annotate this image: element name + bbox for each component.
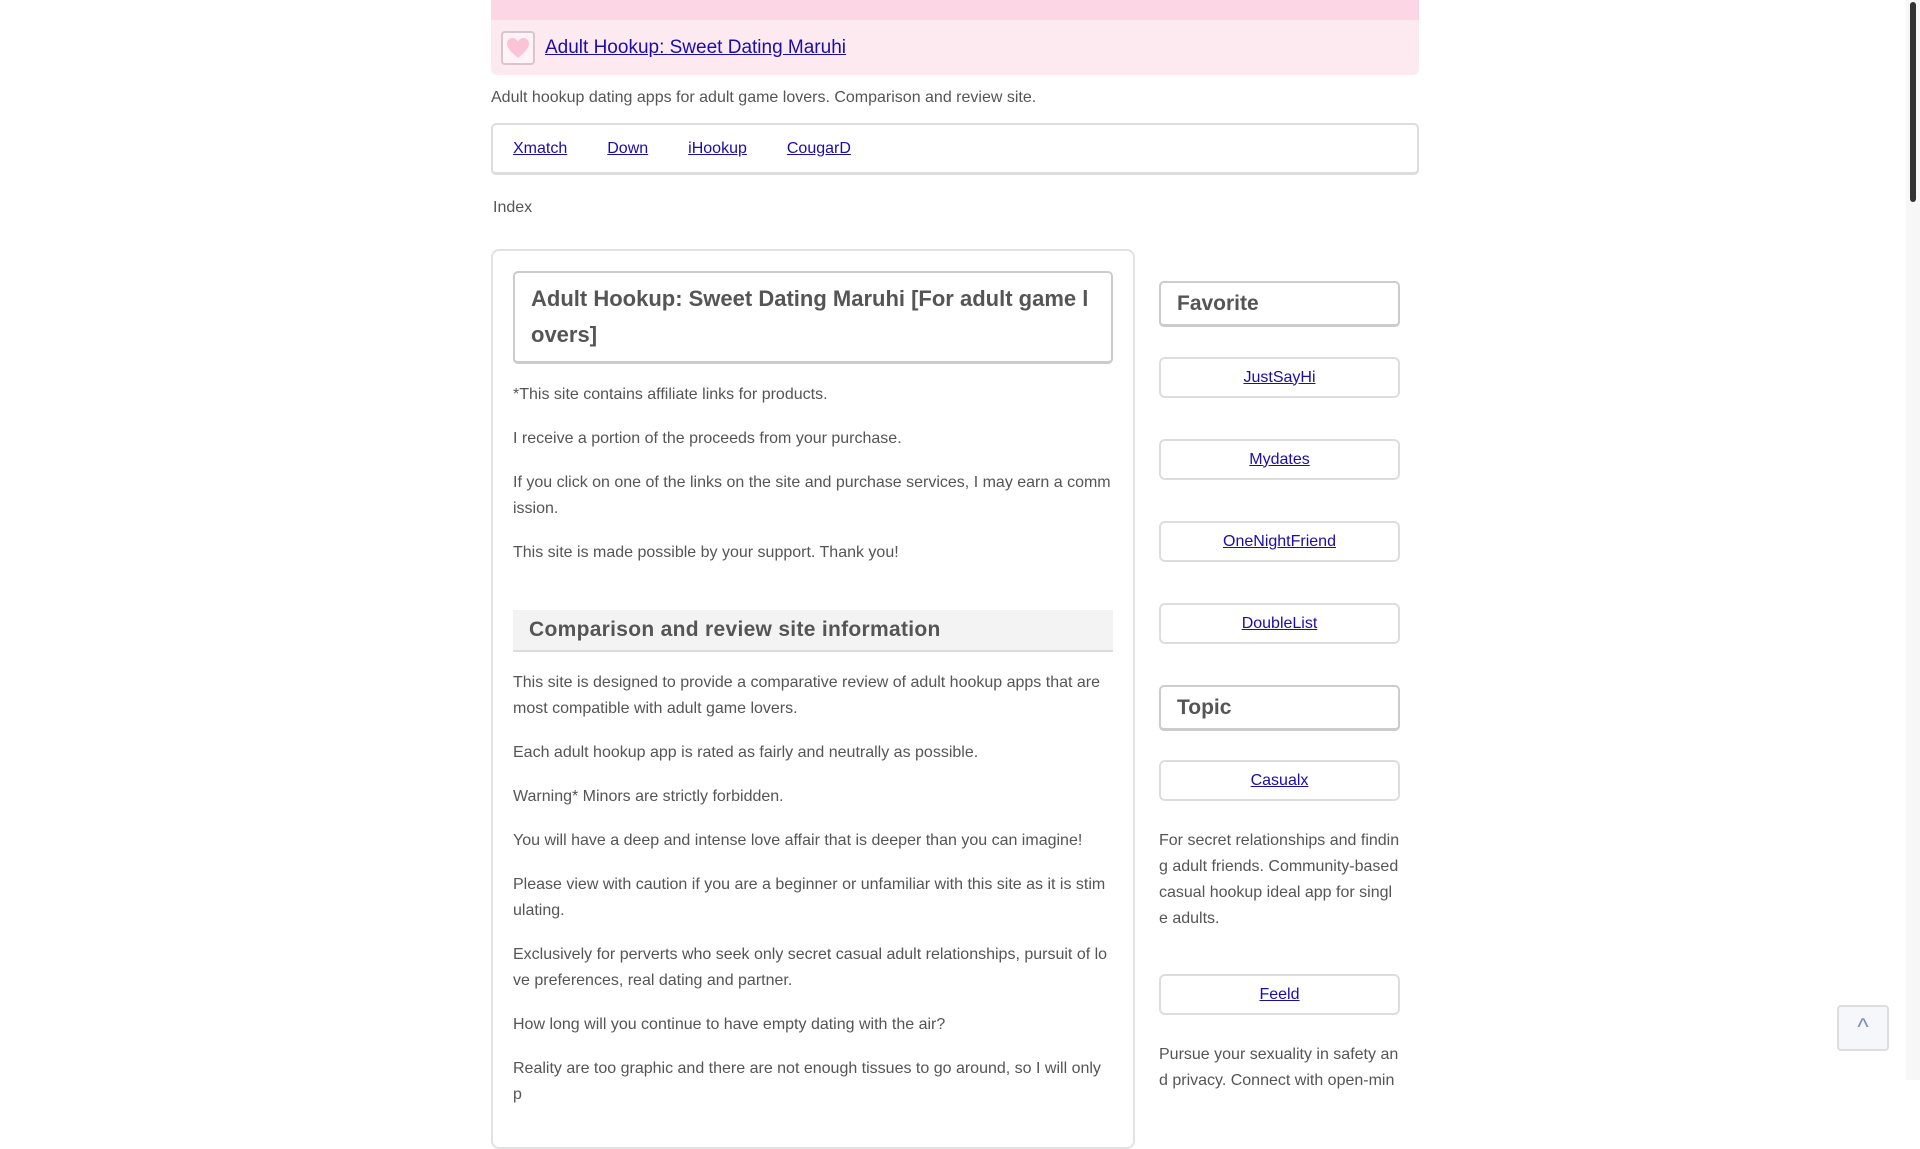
favorite-link-box[interactable] [1159,521,1400,562]
section-paragraph: Warning* Minors are strictly forbidden. [513,788,784,805]
intro-paragraph: This site is made possible by your support. Thank you! [513,544,899,561]
favorite-heading: Favorite [1159,281,1400,327]
heart-logo-icon[interactable] [501,31,535,65]
nav-item-down[interactable]: Down [607,139,649,157]
section-paragraph: This site is designed to provide a comparative review of adult hookup apps that are most compatible with adult game lovers. [513,674,1100,717]
nav-item-ihookup[interactable]: iHookup [688,139,747,157]
section-paragraph: Exclusively for perverts who seek only secret casual adult relationships, pursuit of love preferences, real dating and partner. [513,946,1108,989]
topic-link-casualx[interactable]: Casualx [1250,771,1309,789]
topic-link-box[interactable] [1159,760,1400,801]
favorite-link-box[interactable] [1159,357,1400,398]
favorite-link-doublelist[interactable]: DoubleList [1241,614,1318,632]
header-top-strip [491,0,1419,20]
favorite-link-box[interactable] [1159,603,1400,644]
section-paragraph: Reality are too graphic and there are not enough tissues to go around, so I will only p [513,1060,1101,1103]
page-title: Adult Hookup: Sweet Dating Maruhi [For adult game lovers] [513,271,1113,364]
nav-item-xmatch[interactable]: Xmatch [513,139,568,157]
favorite-link-onenightfriend[interactable]: OneNightFriend [1223,532,1336,550]
topic-description: For secret relationships and finding adult friends. Community-based casual hookup ideal app for single adults. [1159,832,1400,927]
intro-paragraph: If you click on one of the links on the site and purchase services, I may earn a commission. [513,474,1111,517]
scrollbar-thumb[interactable] [1910,2,1916,202]
topic-link-box[interactable] [1159,974,1400,1015]
favorite-link-justsayhi[interactable]: JustSayHi [1243,368,1316,386]
back-to-top-button[interactable] [1837,1005,1889,1051]
favorite-link-mydates[interactable]: Mydates [1249,450,1310,468]
site-tagline: Adult hookup dating apps for adult game lovers. Comparison and review site. [491,89,1037,106]
topic-link-feeld[interactable]: Feeld [1259,985,1300,1003]
section-paragraph: Each adult hookup app is rated as fairly and neutrally as possible. [513,744,979,761]
global-nav [491,123,1419,175]
favorite-link-box[interactable] [1159,439,1400,480]
breadcrumb: Index [493,199,533,216]
sidebar [1159,281,1400,1094]
topic-description: Pursue your sexuality in safety and privacy. Connect with open-min [1159,1046,1399,1089]
site-header [491,20,1419,75]
topic-heading: Topic [1159,685,1400,731]
site-title-link[interactable]: Adult Hookup: Sweet Dating Maruhi [545,36,846,58]
scrollbar[interactable] [1906,0,1920,1080]
section-paragraph: You will have a deep and intense love affair that is deeper than you can imagine! [513,832,1083,849]
main-article [491,249,1135,1149]
section-paragraph: Please view with caution if you are a beginner or unfamiliar with this site as it is stimulating. [513,876,1106,919]
section-heading: Comparison and review site information [513,610,1113,652]
page-container [491,0,1419,1103]
chevron-up-icon: ^ [1857,1014,1869,1041]
intro-paragraph: *This site contains affiliate links for products. [513,386,828,403]
section-paragraph: How long will you continue to have empty dating with the air? [513,1016,946,1033]
intro-paragraph: I receive a portion of the proceeds from your purchase. [513,430,902,447]
nav-item-cougard[interactable]: CougarD [786,139,851,157]
